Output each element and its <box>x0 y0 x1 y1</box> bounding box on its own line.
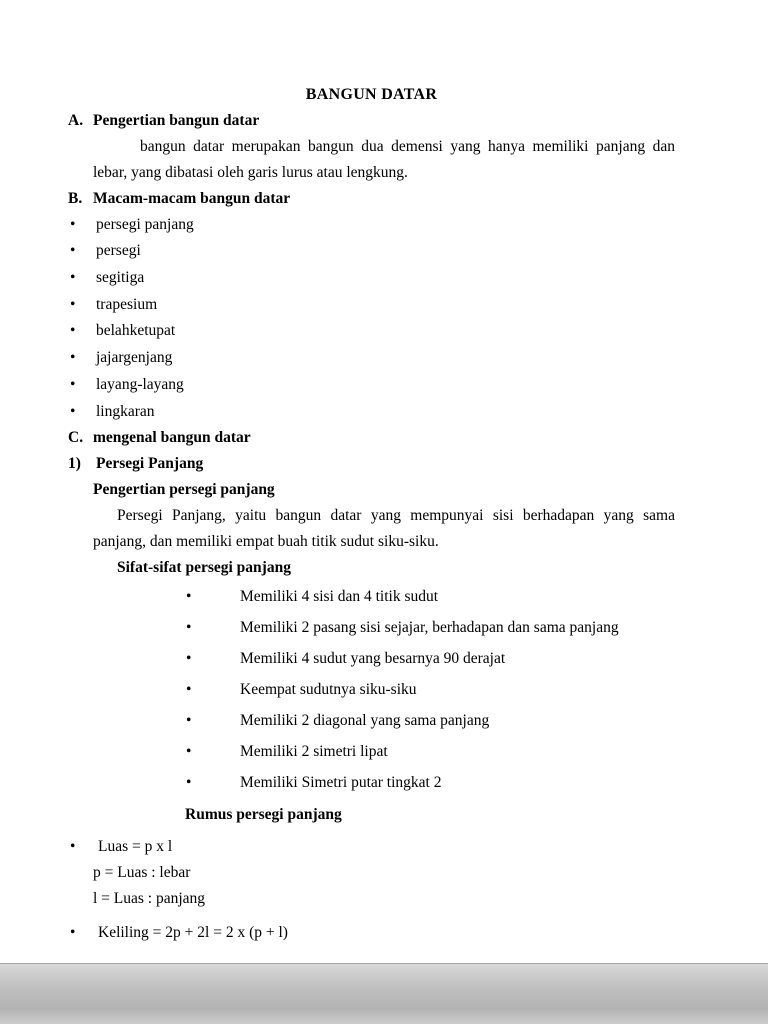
list-item <box>68 345 675 372</box>
bullet-icon: • <box>70 215 76 233</box>
bullet-icon: • <box>70 242 76 260</box>
bullet-icon: • <box>186 587 192 605</box>
property-item <box>68 643 675 674</box>
property-item <box>68 736 675 767</box>
list-item-label: layang-layang <box>96 375 184 393</box>
formula-keliling <box>68 920 675 946</box>
property-item <box>68 705 675 736</box>
formula-luas <box>68 834 675 860</box>
property-item-label: Memiliki 4 sudut yang besarnya 90 derajat <box>240 649 506 667</box>
section-a-paragraph: bangun datar merupakan bangun dua demensi yang hanya memiliki panjang dan lebar, yang dibatasi oleh garis lurus atau lengkung. <box>93 138 675 181</box>
list-item <box>68 399 675 426</box>
bullet-icon: • <box>186 711 192 729</box>
bullet-icon: • <box>186 680 192 698</box>
property-item <box>68 674 675 705</box>
property-list <box>68 581 675 798</box>
rumus-subheading: Rumus persegi panjang <box>185 805 342 823</box>
bullet-icon: • <box>70 295 76 313</box>
bullet-icon: • <box>70 349 76 367</box>
shape-list <box>68 212 675 426</box>
bullet-icon: • <box>70 402 76 420</box>
section-a-heading-text: Pengertian bangun datar <box>93 112 260 129</box>
list-item-label: lingkaran <box>96 402 155 420</box>
list-item <box>68 212 675 239</box>
property-item-label: Keempat sudutnya siku-siku <box>240 680 417 698</box>
section-a-label: A. <box>68 112 84 129</box>
list-item <box>68 372 675 399</box>
bullet-icon: • <box>186 649 192 667</box>
list-item-label: belahketupat <box>96 322 176 340</box>
property-item <box>68 612 675 643</box>
sifat-subheading: Sifat-sifat persegi panjang <box>117 558 291 576</box>
property-item-label: Memiliki 2 pasang sisi sejajar, berhadapan dan sama panjang <box>240 618 619 636</box>
bullet-icon: • <box>70 923 76 941</box>
section-b-label: B. <box>68 189 83 207</box>
persegi-panjang-paragraph: Persegi Panjang, yaitu bangun datar yang mempunyai sisi berhadapan yang sama panjang, dan memiliki empat buah titik sudut siku-siku. <box>93 507 675 551</box>
subsection-1-label: 1) <box>68 455 81 473</box>
section-c-heading <box>68 425 675 451</box>
list-item-label: trapesium <box>96 295 158 313</box>
list-item <box>68 238 675 265</box>
formula-line-p: p = Luas : lebar <box>93 863 191 881</box>
bullet-icon: • <box>70 322 76 340</box>
list-item <box>68 265 675 292</box>
list-item <box>68 292 675 319</box>
property-item <box>68 581 675 612</box>
list-item-label: jajargenjang <box>96 349 173 367</box>
property-item-label: Memiliki 2 diagonal yang sama panjang <box>240 711 490 729</box>
bullet-icon: • <box>70 269 76 286</box>
section-c-label: C. <box>68 429 84 447</box>
bullet-icon: • <box>70 375 76 393</box>
bullet-icon: • <box>70 837 76 855</box>
property-item-label: Memiliki 4 sisi dan 4 titik sudut <box>240 587 439 605</box>
section-a-heading <box>68 108 675 134</box>
bullet-icon: • <box>186 618 192 636</box>
page-bottom-gutter <box>0 963 768 1024</box>
pengertian-subheading: Pengertian persegi panjang <box>93 481 275 499</box>
list-item-label: persegi <box>96 242 141 260</box>
section-b-heading <box>68 186 675 212</box>
section-c-heading-text: mengenal bangun datar <box>93 429 251 447</box>
section-b-heading-text: Macam-macam bangun datar <box>93 189 291 207</box>
list-item-label: segitiga <box>96 269 145 286</box>
bullet-icon: • <box>186 742 192 760</box>
property-item-label: Memiliki 2 simetri lipat <box>240 742 388 760</box>
formula-keliling-text: Keliling = 2p + 2l = 2 x (p + l) <box>98 923 288 941</box>
list-item-label: persegi panjang <box>96 215 194 233</box>
subsection-1-heading-text: Persegi Panjang <box>96 455 204 473</box>
formula-line-l: l = Luas : panjang <box>93 889 206 907</box>
property-item-label: Memiliki Simetri putar tingkat 2 <box>240 773 442 791</box>
document-title: BANGUN DATAR <box>305 86 438 103</box>
property-item <box>68 767 675 798</box>
list-item <box>68 318 675 345</box>
formula-luas-text: Luas = p x l <box>98 837 173 855</box>
bullet-icon: • <box>186 773 192 791</box>
subsection-1-heading <box>68 451 675 477</box>
